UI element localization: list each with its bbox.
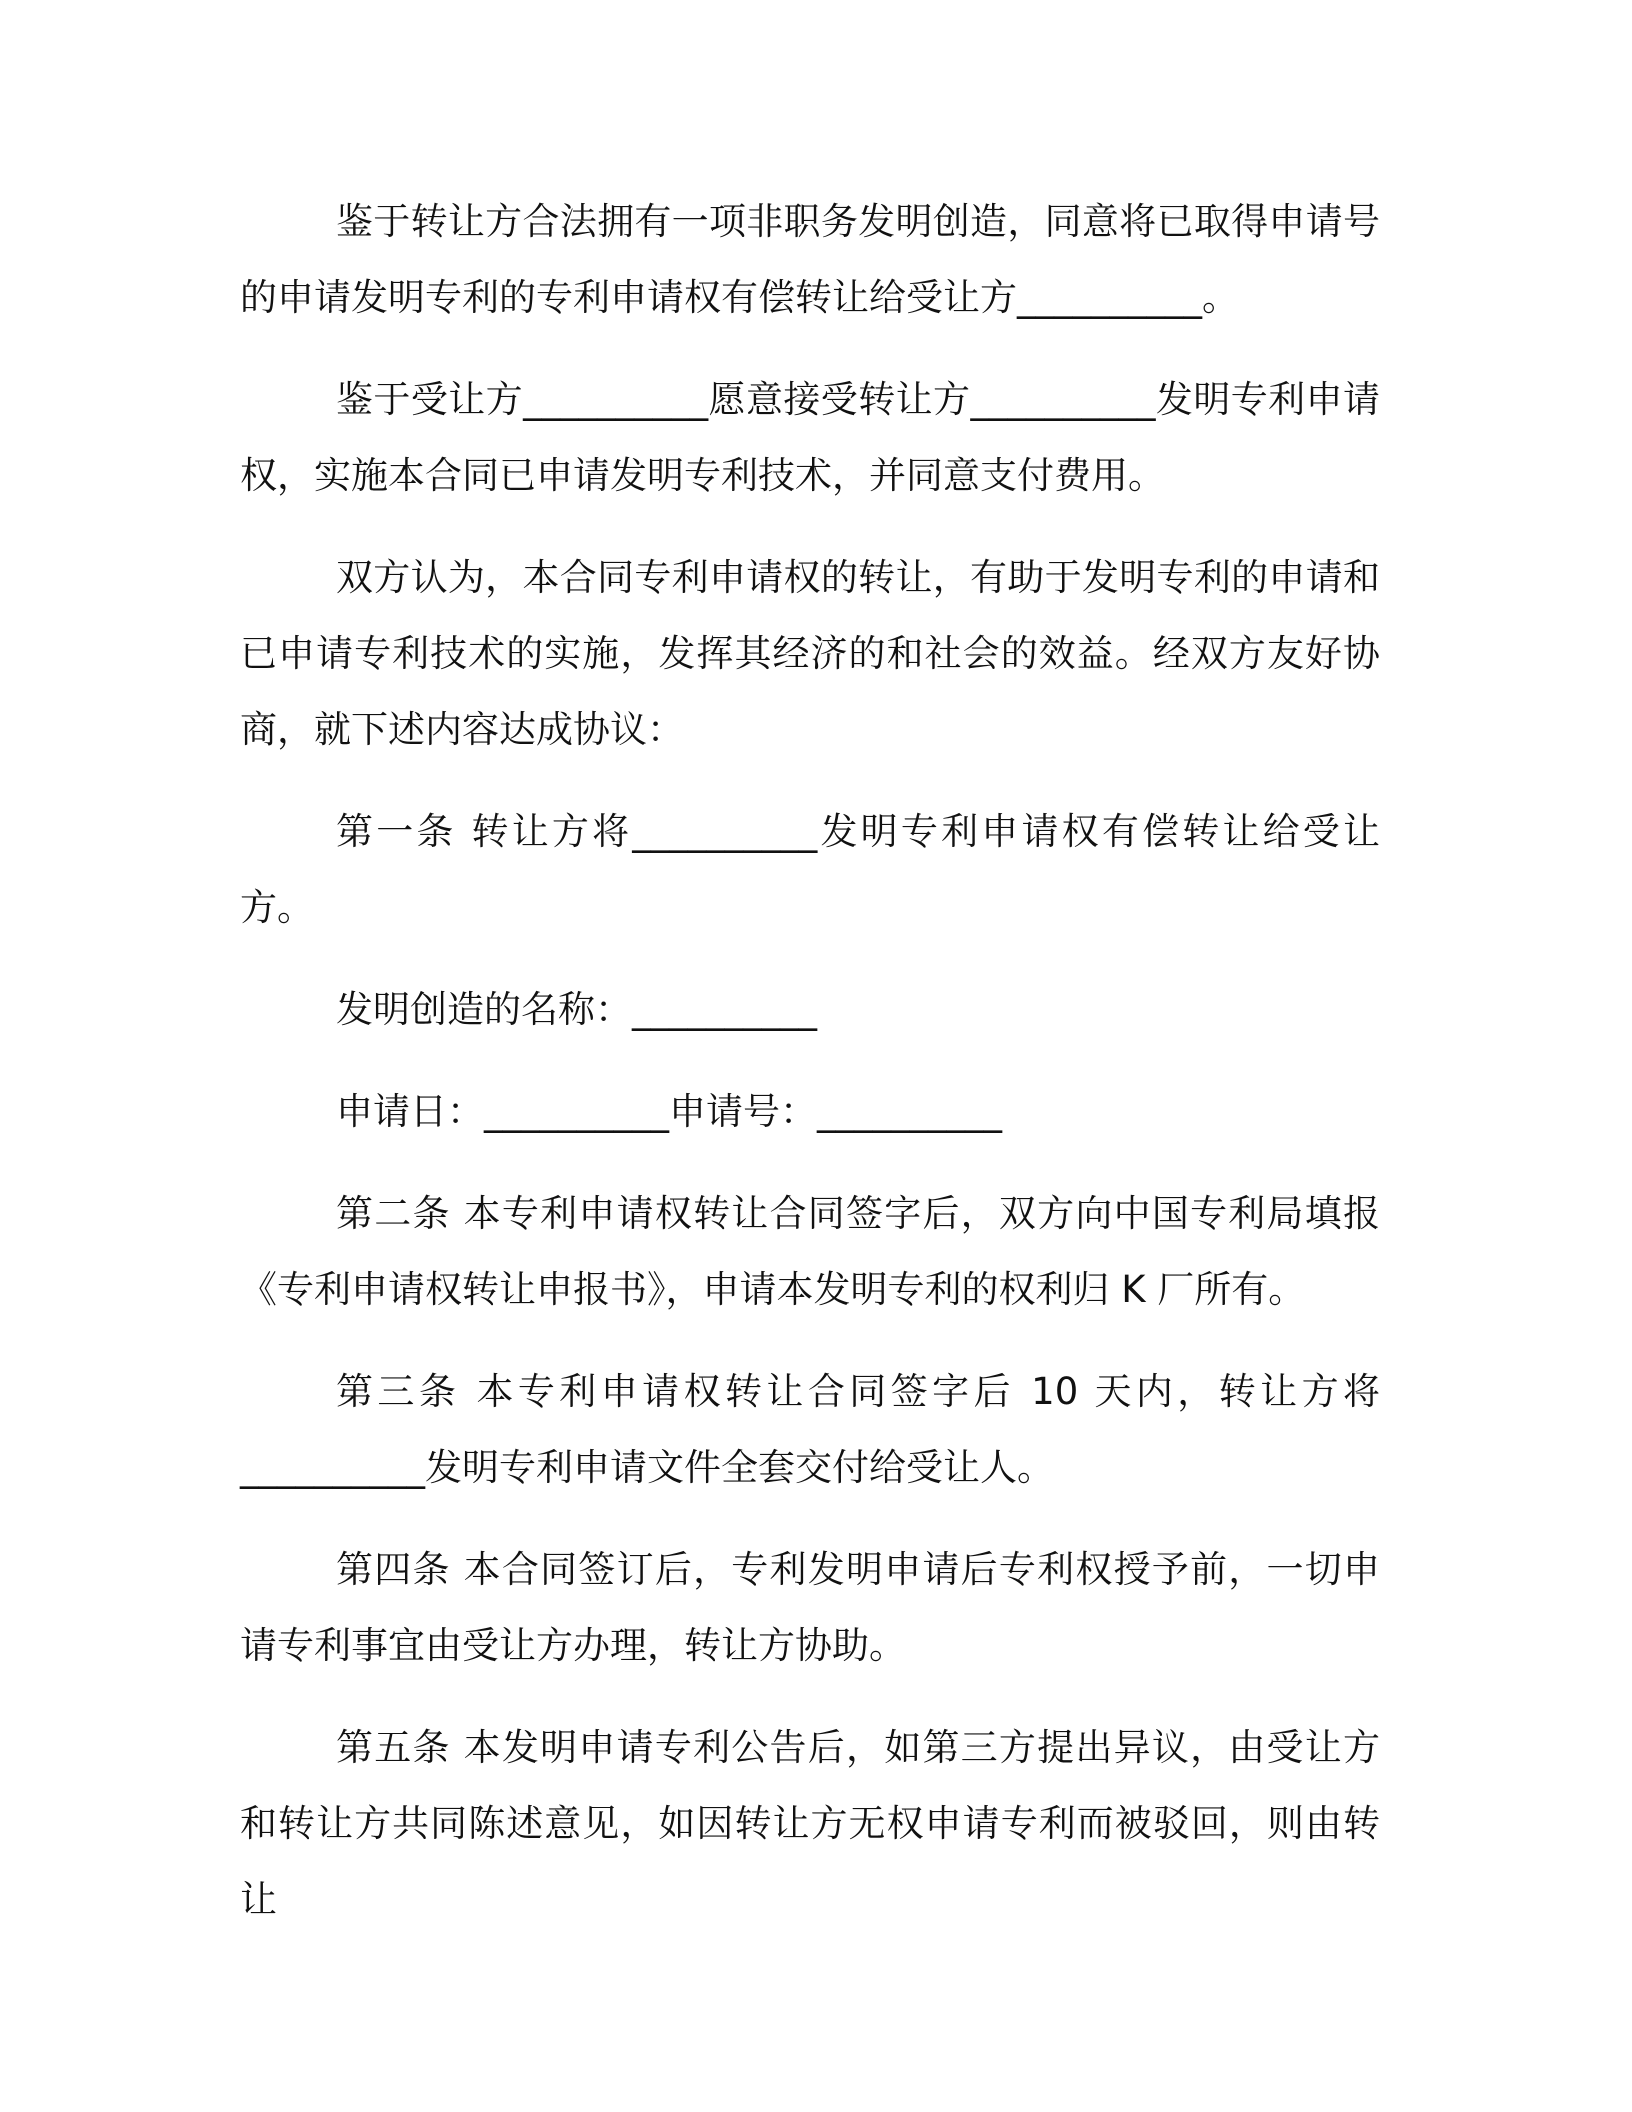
invention-name-field: 发明创造的名称：__________	[336, 988, 817, 1031]
application-date-number-field: 申请日：__________申请号：__________	[336, 1090, 1002, 1133]
paragraph-preamble-2: 鉴于受让方__________愿意接受转让方__________发明专利申请权，实施本合同已申请发明专利技术，并同意支付费用。	[240, 378, 1380, 497]
article-2: 第二条 本专利申请权转让合同签字后，双方向中国专利局填报《专利申请权转让申报书》，申请本发明专利的权利归 K 厂所有。	[240, 1192, 1380, 1311]
paragraph-preamble-3: 双方认为，本合同专利申请权的转让，有助于发明专利的申请和已申请专利技术的实施，发挥其经济的和社会的效益。经双方友好协商，就下述内容达成协议：	[240, 556, 1380, 751]
paragraph-preamble-1: 鉴于转让方合法拥有一项非职务发明创造，同意将已取得申请号的申请发明专利的专利申请权有偿转让给受让方__________。	[240, 200, 1380, 319]
article-5: 第五条 本发明申请专利公告后，如第三方提出异议，由受让方和转让方共同陈述意见，如因转让方无权申请专利而被驳回，则由转让	[240, 1726, 1380, 1921]
article-3: 第三条 本专利申请权转让合同签字后 10 天内，转让方将__________发明专利申请文件全套交付给受让人。	[240, 1370, 1380, 1489]
article-4: 第四条 本合同签订后，专利发明申请后专利权授予前，一切申请专利事宜由受让方办理，转让方协助。	[240, 1548, 1380, 1667]
article-1: 第一条 转让方将__________发明专利申请权有偿转让给受让方。	[240, 810, 1380, 929]
document-body	[240, 184, 1380, 1964]
